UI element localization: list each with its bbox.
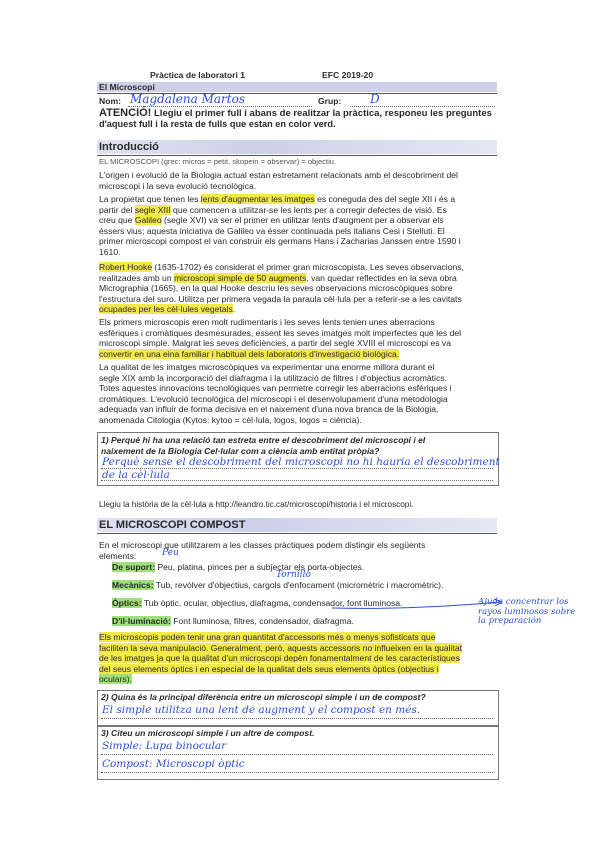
- compost-para-line: oculars).: [99, 674, 132, 685]
- p3-line: l'estructura del suro. Utilitza per primera vegada la paraula cèl·lula per a referir-se a les cavitats: [99, 293, 462, 304]
- q1-line: 1) Perquè hi ha una relació tan estreta entre el descobriment del microscopi i el: [101, 435, 426, 445]
- group-handwritten: D: [370, 92, 380, 106]
- p3-line: Robert Hooke (1635-1702) és considerat el primer gran microscopista. Les seves observacions,: [99, 262, 464, 272]
- p3-line: realitzades amb un microscopi simple de 50 augments, van quedar reflectides en la seva obra: [99, 272, 457, 283]
- document-title: El Microscopi: [99, 82, 155, 92]
- element-mechanical: Mecànics: Tub, revòlver d'objectius, cargols d'enfocament (micromètric i macromètric).: [112, 580, 444, 590]
- element-optical: Òptics: Tub òptic, ocular, objectius, diafragma, condensador, font lluminosa.: [112, 598, 403, 608]
- p1-line: L'origen i evolució de la Biologia actual estan estretament relacionats amb el descobriment del: [99, 170, 458, 180]
- p5-line: segle XIX amb la incorporació del diafragma i la utilització de filtres i d'objectius acromàtics.: [99, 372, 447, 383]
- p5-line: Totes aquestes innovacions tecnològiques van permetre corregir les aberracions esfèriques i: [99, 383, 452, 394]
- compost-rule: [97, 533, 497, 534]
- attention-line: [99, 108, 492, 119]
- compost-paragraph: [99, 632, 509, 685]
- q1-handwritten-answer-2[interactable]: de la cèl·lula: [102, 469, 170, 481]
- compost-heading: EL MICROSCOPI COMPOST: [99, 519, 246, 531]
- p2-line: 1610.: [99, 246, 121, 257]
- q1-line: naixement de la Biologia Cel·lular com a ciència amb entitat pròpia?: [101, 445, 380, 456]
- attention-word: ATENCIÓ!: [99, 107, 152, 119]
- p2-line: primer microscopi compost el van construir els germans Hans i Zacharias Janssen entre 1590 i: [99, 236, 461, 247]
- intro-paragraph-1: [99, 170, 458, 191]
- q3-answer-line: [101, 754, 493, 755]
- question-1-text: [101, 435, 425, 456]
- compost-intro-line: elements:: [99, 550, 137, 561]
- element-support: De suport: Peu, platina, pinces per a subjectar els porta-objectes.: [112, 562, 365, 572]
- q1-handwritten-answer-1[interactable]: Perquè sense el descobriment del microscopi no hi hauria el descobriment: [102, 456, 500, 468]
- compost-para-line: del seus elements òptics i en especial de la qualitat dels seus elements òptics (objectius i: [99, 663, 439, 674]
- question-2-text: 2) Quina és la principal diferència entre un microscopi simple i un de compost?: [101, 692, 426, 702]
- name-handwritten: Magdalena Martos: [130, 92, 245, 106]
- course-code: EFC 2019-20: [322, 70, 374, 80]
- element-illumination: D'il·luminació: Font lluminosa, filtres, condensador, diafragma.: [112, 616, 354, 626]
- p4-line: microscopi simple. Malgrat les seves deficiències, a partir del segle XVIII el microscopi es va: [99, 338, 452, 349]
- side-note-line: rayos luminosos sobre: [478, 606, 576, 617]
- p5-line: anomenada Citologia (Kytos: kytoo = cèl·lula, logos, logos = ciència).: [99, 414, 362, 425]
- p2-line: La propietat que tenen les lents d'augmentar les imatges es coneguda des del segle XII i és a: [99, 194, 456, 204]
- p4-line: Els primers microscopis eren molt rudimentaris i les seves lents tenien unes aberracions: [99, 317, 435, 327]
- definition-line: EL MICROSCOPI (grec: micros = petit, skopein = observar) = objectiu.: [99, 157, 337, 166]
- note-peu: Peu: [162, 548, 179, 558]
- note-tornillo: Tornillo: [276, 570, 311, 580]
- q2-answer-line: [101, 718, 493, 719]
- p4-line: esfèriques i cromàtiques desmesurades, essent les seves imatges molt imperfectes que les del: [99, 327, 462, 338]
- intro-paragraph-3: [99, 262, 499, 315]
- side-note-line: Ajuda concentrar los: [478, 597, 569, 607]
- q3-handwritten-answer-1[interactable]: Simple: Lupa binocular: [102, 740, 227, 752]
- q3-answer-line: [101, 772, 493, 773]
- question-3-text: 3) Citeu un microscopi simple i un altre de compost.: [101, 728, 315, 738]
- p1-line: microscopi i la seva evolució tecnològica.: [99, 180, 257, 191]
- p5-line: La qualitat de les imatges microscòpiques va experimentar una enorme millora durant el: [99, 362, 435, 372]
- p5-line: adequada van influir de forma decisiva en el naixement d'una nova branca de la Biologia,: [99, 404, 439, 415]
- p2-line: partir del segle XIII que comencen a utilitzar-se les lents per a corregir defectes de visió. Es: [99, 204, 447, 215]
- p3-line: Micrographia (1665), en la qual Hooke descriu les seves observacions microscòpiques sobre: [99, 283, 453, 294]
- q2-handwritten-answer[interactable]: El simple utilitza una lent de augment y el compost en més.: [102, 704, 421, 716]
- compost-intro-line: En el microscopi que utilitzarem a les classes pràctiques podem distingir els següents: [99, 540, 426, 550]
- compost-para-line: de les imatges ja que la qualitat d'un microscopi depèn fonamentalment de les característiques: [99, 653, 460, 664]
- group-label: Grup:: [318, 96, 342, 106]
- q3-handwritten-answer-2[interactable]: Compost: Microscopi òptic: [102, 758, 245, 770]
- p4-line: convertir en una eina familiar i habitual dels laboratoris d'investigació biològica.: [99, 348, 400, 359]
- intro-paragraph-4: [99, 317, 499, 359]
- p5-line: cromàtiques. L'evolució tecnològica del microscopi i el desenvolupament d'una metodologia: [99, 393, 448, 404]
- p3-line: ocupades per les cèl·lules vegetals.: [99, 304, 236, 315]
- practice-label: Pràctica de laboratori 1: [150, 70, 246, 80]
- compost-para-line: Els microscopis poden tenir una gran quantitat d'accessoris més o menys sofisticats que: [99, 632, 436, 642]
- compost-para-line: faciliten la seva manipulació. Generalment, però, aquests accessoris no influeixen en la qualitat: [99, 642, 463, 653]
- title-bar: [97, 82, 497, 92]
- intro-rule: [97, 155, 497, 156]
- attention-line-2: d'aquest full i la resta de fulls que estan en color verd.: [99, 119, 336, 129]
- intro-heading: Introducció: [99, 141, 159, 153]
- group-line: [350, 106, 495, 107]
- name-label: Nom:: [99, 96, 121, 106]
- intro-paragraph-5: [99, 362, 499, 426]
- intro-paragraph-2: [99, 194, 499, 258]
- p2-line: creu que Galileo (segle XVI) va ser el primer en utilitzar lents d'augment per a observar els: [99, 215, 444, 226]
- side-note-condensador: [478, 598, 598, 627]
- link-line[interactable]: Llegiu la història de la cèl·lula a http://leandro.tic.cat/microscopi/historia i el microscopi.: [99, 500, 414, 509]
- p2-line: éssers vius; aquesta iniciativa de Galileo va ésser continuada pels italians Cesi i Stelluti. El: [99, 225, 445, 236]
- attention-text: Llegiu el primer full i abans de realitzar la pràctica, responeu les preguntes: [151, 108, 492, 119]
- compost-intro: [99, 540, 425, 561]
- side-note-line: la preparación: [478, 616, 542, 626]
- name-line: [128, 106, 312, 107]
